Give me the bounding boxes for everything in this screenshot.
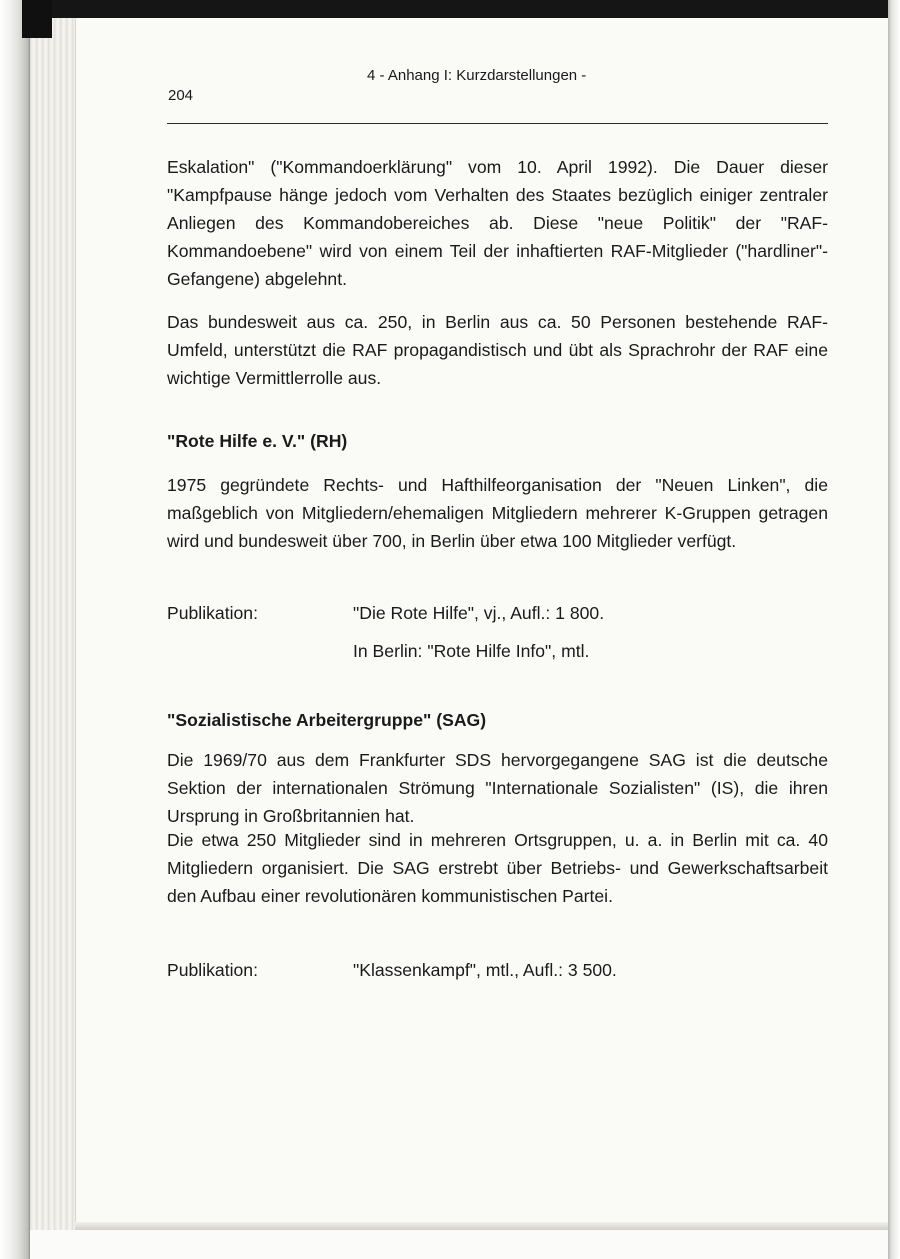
paragraph-sag-origin: Die 1969/70 aus dem Frankfurter SDS hervorgegangene SAG ist die deutsche Sektion der internationalen Strömung "Internationale Sozialisten" (IS), die ihren Ursprung in Großbritannien hat. [167,750,828,826]
publication-label-rote-hilfe: Publikation: [167,603,258,623]
book-page-edges [30,18,76,1230]
publication-line: In Berlin: "Rote Hilfe Info", mtl. [353,641,590,661]
publication-line: "Die Rote Hilfe", vj., Aufl.: 1 800. [353,603,605,623]
scan-corner-shadow [22,0,52,38]
scan-left-border [0,0,30,1259]
publication-label-sag: Publikation: [167,960,258,980]
header-rule [167,123,828,124]
section-heading-sag: "Sozialistische Arbeitergruppe" (SAG) [167,710,487,730]
paragraph-sag-members: Die etwa 250 Mitglieder sind in mehreren Ortsgruppen, u. a. in Berlin mit ca. 40 Mitgliedern organisiert. Die SAG erstrebt über Betriebs- und Gewerkschaftsarbeit den Aufbau einer revolutionären kommunistischen Partei. [167,830,828,906]
paragraph-raf-umfeld: Das bundesweit aus ca. 250, in Berlin aus ca. 50 Personen bestehende RAF-Umfeld, unterstützt die RAF propagandistisch und übt als Sprachrohr der RAF eine wichtige Vermittlerrolle aus. [167,312,828,388]
page-bottom-shadow [75,1222,888,1230]
paragraph-raf-continuation: Eskalation" ("Kommandoerklärung" vom 10. April 1992). Die Dauer dieser "Kampfpause hänge jedoch vom Verhalten des Staates bezüglich einiger zentraler Anliegen des Kommandobereiches ab. Diese "neue Politik" der "RAF-Kommandoebene" wird von einem Teil der inhaftierten RAF-Mitglieder ("hardliner"-Gefangene) abgelehnt. [167,157,828,289]
publication-line: "Klassenkampf", mtl., Aufl.: 3 500. [353,960,617,980]
running-head: 4 - Anhang I: Kurzdarstellungen - [367,67,587,84]
page-number: 204 [168,87,194,104]
scan-top-border [30,0,892,18]
scan-right-border [888,0,900,1259]
paragraph-rote-hilfe: 1975 gegründete Rechts- und Hafthilfeorganisation der "Neuen Linken", die maßgeblich von Mitgliedern/ehemaligen Mitgliedern mehrerer K-Gruppen getragen wird und bundesweit über 700, in Berlin über etwa 100 Mitglieder verfügt. [167,475,828,551]
section-heading-rote-hilfe: "Rote Hilfe e. V." (RH) [167,431,348,451]
